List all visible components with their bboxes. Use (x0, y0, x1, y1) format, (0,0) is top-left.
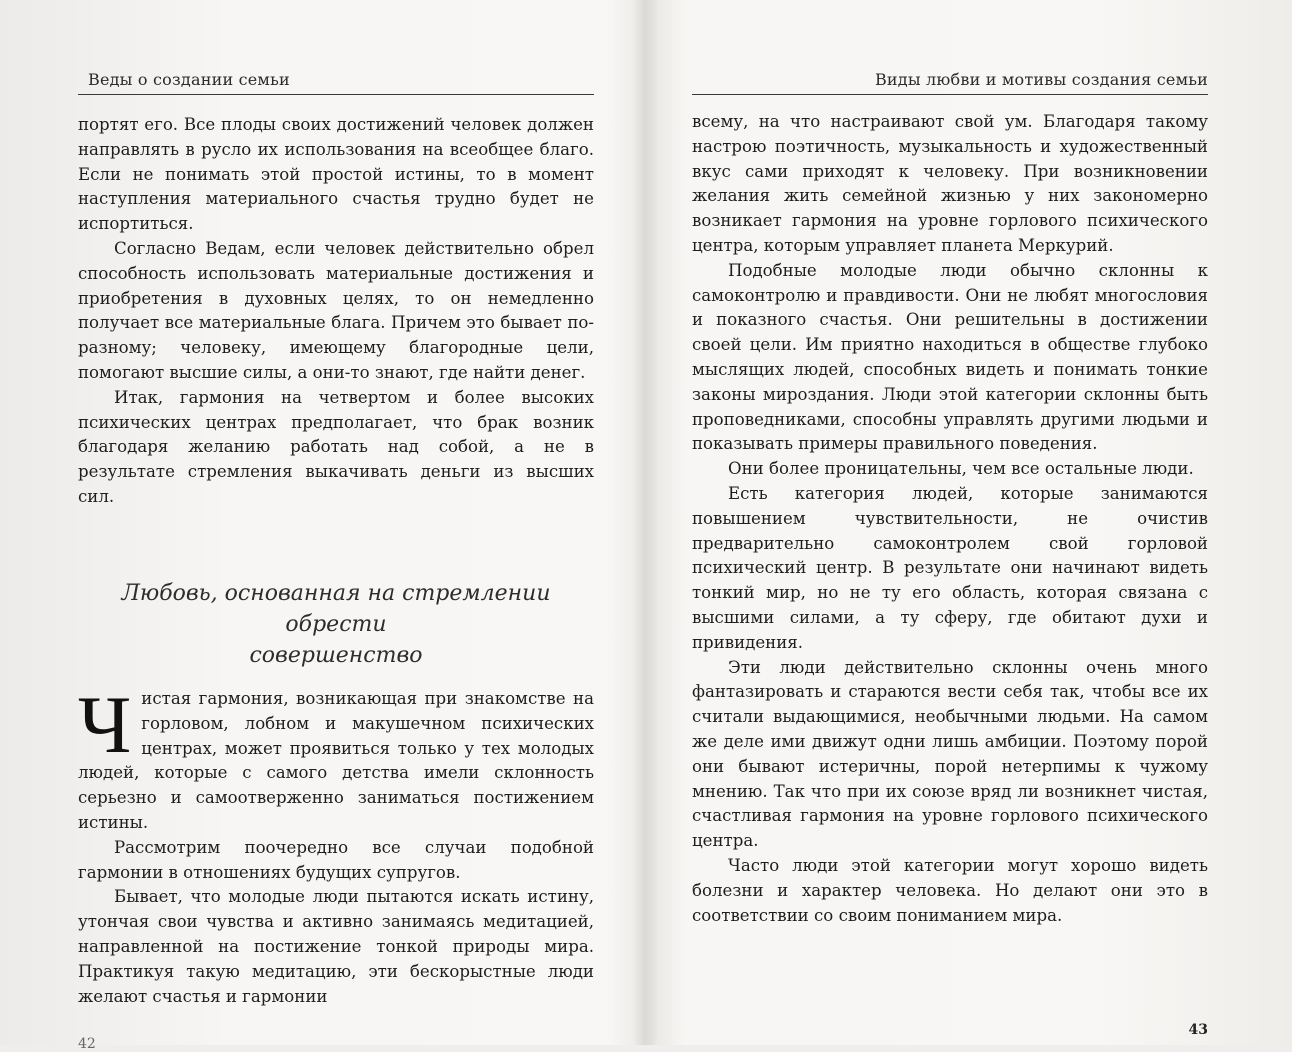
left-running-head: Веды о создании семьи (88, 70, 290, 89)
section-title (78, 578, 594, 671)
left-page-number: 42 (78, 1036, 96, 1052)
right-page (692, 0, 1208, 1045)
right-page-body (692, 110, 1208, 928)
book-gutter (632, 0, 658, 1045)
left-paragraph-6: Бывает, что молодые люди пытаются искать истину, утончая свои чувства и активно занимаясь медитацией, направленной на постижение тонкой природы мира. Практикуя такую медитацию, эти бескорыстные люди желают счастья и гармонии (78, 887, 594, 1006)
drop-cap: Ч (78, 679, 132, 770)
right-paragraph-3: Они более проницательны, чем все остальные люди. (728, 459, 1194, 479)
left-page-body-bottom (78, 679, 594, 1009)
right-page-number: 43 (1188, 1022, 1208, 1038)
section-title-line-2: совершенство (249, 643, 423, 668)
left-paragraph-1: портят его. Все плоды своих достижений человек должен направлять в русло их использования на всеобщее благо. Если не понимать этой простой истины, то в момент наступления материального счастья трудно будет не испортиться. (78, 115, 594, 234)
left-page-body-top (78, 113, 594, 510)
right-paragraph-2: Подобные молодые люди обычно склонны к самоконтролю и правдивости. Они не любят многословия и показного счастья. Они решительны в достижении своей цели. Им приятно находиться в обществе глубоко мыслящих людей, способных видеть и понимать тонкие законы мироздания. Люди этой категории склонны быть проповедниками, способны управлять другими людьми и показывать примеры правильного поведения. (692, 260, 1208, 454)
left-paragraph-5: Рассмотрим поочередно все случаи подобной гармонии в отношениях будущих супругов. (78, 837, 594, 882)
right-header-rule (692, 94, 1208, 95)
section-title-line-1: Любовь, основанная на стремлении обрести (121, 581, 551, 637)
right-paragraph-4: Есть категория людей, которые занимаются повышением чувствительности, не очистив предварительно самоконтролем свой горловой психический центр. В результате они начинают видеть тонкий мир, но не ту его область, которая связана с высшими силами, а ту сферу, где обитают духи и привидения. (692, 483, 1208, 652)
left-paragraph-3: Итак, гармония на четвертом и более высоких психических центрах предполагает, что брак возник благодаря желанию работать над собой, а не в результате стремления выкачивать деньги из высших сил. (78, 387, 594, 506)
right-running-head: Виды любви и мотивы создания семьи (874, 70, 1208, 89)
left-dropcap-paragraph (78, 679, 594, 836)
right-paragraph-5: Эти люди действительно склонны очень много фантазировать и стараются вести себя так, чтобы все их считали выдающимися, необычными людьми. На самом же деле ими движут одни лишь амбиции. Поэтому порой они бывают истеричны, порой нетерпимы к чужому мнению. Так что при их союзе вряд ли возникнет чистая, счастливая гармония на уровне горлового психического центра. (692, 657, 1208, 851)
left-page (78, 0, 594, 1052)
dropcap-paragraph-text: истая гармония, возникающая при знакомстве на горловом, лобном и макушечном психических центрах, может проявиться только у тех молодых людей, которые с самого детства имели склонность серьезно и самоотверженно заниматься постижением истины. (78, 689, 594, 832)
left-paragraph-2: Согласно Ведам, если человек действительно обрел способность использовать материальные достижения и приобретения в духовных целях, то он немедленно получает все материальные блага. Причем это бывает по-разному; человеку, имеющему благородные цели, помогают высшие силы, а они-то знают, где найти денег. (78, 238, 594, 382)
right-paragraph-6: Часто люди этой категории могут хорошо видеть болезни и характер человека. Но делают они это в соответствии со своим пониманием мира. (692, 855, 1208, 925)
left-header-rule (78, 94, 594, 95)
right-paragraph-1: всему, на что настраивают свой ум. Благодаря такому настрою поэтичность, музыкальность и художественный вкус сами приходят к человеку. При возникновении желания жить семейной жизнью у них закономерно возникает гармония на уровне горлового психического центра, которым управляет планета Меркурий. (692, 112, 1208, 255)
